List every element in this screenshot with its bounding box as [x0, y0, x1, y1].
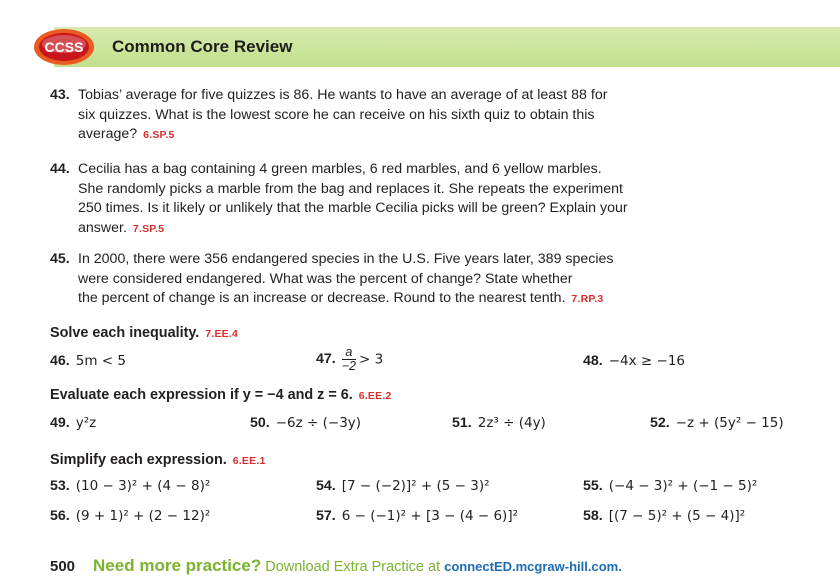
problem-text-line: She randomly picks a marble from the bag and replaces it. She repeats the experiment	[78, 180, 623, 197]
section-title: Common Core Review	[112, 37, 293, 56]
problem-text-line: In 2000, there were 356 endangered species in the U.S. Five years later, 389 species	[78, 251, 614, 267]
exercise-53: 53. (10 − 3)² + (4 − 8)²	[50, 478, 211, 494]
exercise-57: 57. 6 − (−1)² + [3 − (4 − 6)]²	[316, 508, 518, 524]
exercise-49: 49. y²z	[50, 415, 97, 431]
exercise-46: 46. 5m < 5	[50, 353, 126, 369]
simplify-heading: Simplify each expression. 6.EE.1	[50, 452, 266, 468]
problem-text-line: Tobias’ average for five quizzes is 86. He wants to have an average of at least 88 for	[78, 87, 608, 103]
problem-text-line: average? 6.SP.5	[78, 126, 175, 142]
ccss-badge-icon	[33, 28, 95, 66]
problem-45	[50, 250, 770, 310]
problem-number: 45.	[50, 251, 70, 267]
problem-text-line: six quizzes. What is the lowest score he can receive on his sixth quiz to obtain this	[78, 106, 595, 123]
extra-practice-link[interactable]: connectED.mcgraw-hill.com.	[444, 559, 622, 574]
standard-tag: 6.EE.2	[358, 390, 392, 402]
need-more-practice: Need more practice?	[93, 556, 262, 575]
standard-tag: 6.SP.5	[143, 129, 175, 141]
exercise-54: 54. [7 − (−2)]² + (5 − 3)²	[316, 478, 490, 494]
exercise-58: 58. [(7 − 5)² + (5 − 4)]²	[583, 508, 746, 524]
badge-text: CCSS	[44, 39, 84, 55]
standard-tag: 7.SP.5	[132, 222, 165, 235]
problem-text-line: answer. 7.SP.5	[78, 219, 165, 236]
problem-text-line: were considered endangered. What was the percent of change? State whether	[78, 270, 573, 287]
exercise-51: 51. 2z³ ÷ (4y)	[452, 415, 546, 431]
standard-tag: 7.RP.3	[571, 293, 604, 305]
exercise-52: 52. −z + (5y² − 15)	[650, 415, 784, 431]
problem-number: 44.	[50, 161, 70, 177]
standard-tag: 6.EE.1	[232, 455, 266, 467]
problem-43	[50, 86, 770, 146]
problem-text-line: Cecilia has a bag containing 4 green marbles, 6 red marbles, and 6 yellow marbles.	[78, 161, 602, 177]
exercise-50: 50. −6z ÷ (−3y)	[250, 415, 362, 431]
standard-tag: 7.EE.4	[205, 328, 239, 340]
download-text: Download Extra Practice at	[265, 559, 441, 575]
evaluate-heading: Evaluate each expression if y = −4 and z = 6. 6.EE.2	[50, 387, 392, 403]
exercise-48: 48. −4x ≥ −16	[583, 353, 686, 369]
exercise-56: 56. (9 + 1)² + (2 − 12)²	[50, 508, 211, 524]
problem-text-line: the percent of change is an increase or decrease. Round to the nearest tenth. 7.RP.3	[78, 290, 604, 306]
exercise-47: 47. $\frac{a}{-2}$ > 3	[316, 345, 384, 373]
problem-44	[50, 160, 770, 239]
inequality-heading: Solve each inequality. 7.EE.4	[50, 325, 239, 341]
page-footer	[50, 556, 622, 576]
problem-number: 43.	[50, 87, 70, 103]
exercise-55: 55. (−4 − 3)² + (−1 − 5)²	[583, 478, 758, 494]
page-number: 500	[50, 558, 76, 575]
problem-text-line: 250 times. Is it likely or unlikely that the marble Cecilia picks will be green? Explain your	[78, 200, 628, 216]
fraction: $\frac{a}{-2}$	[341, 345, 356, 373]
